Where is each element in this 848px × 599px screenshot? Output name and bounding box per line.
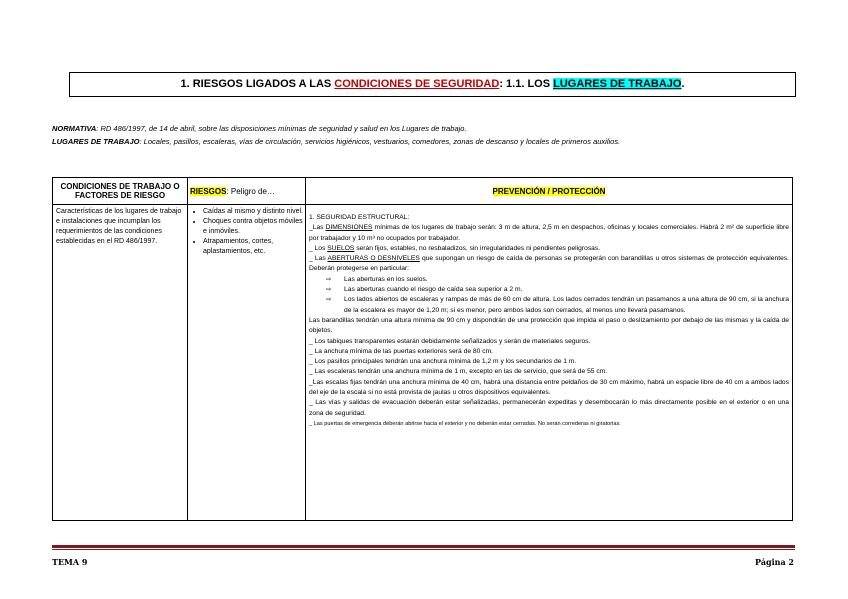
title-highlight-condiciones: CONDICIONES DE SEGURIDAD (334, 78, 500, 90)
sub-item-text: Las aberturas en los suelos. (344, 275, 428, 283)
suelos-keyword: SUELOS (327, 244, 355, 252)
table-header-row (53, 178, 793, 205)
riesgos-list (189, 207, 304, 257)
condiciones-cell: Características de los lugares de trabajo e instalaciones que incumplan los requerimientos de las condiciones establecidas en el RD 486/1997. (53, 205, 188, 521)
barandillas-paragraph: Las barandillas tendrán una altura mínima de 90 cm y dispondrán de una protección que impida el paso o deslizamiento por debajo de las mismas y la caída de objetos. (309, 316, 789, 335)
header-riesgos-rest: : Peligro de… (226, 186, 275, 196)
riesgo-item: • Choques contra objetos móviles e inmóviles. (203, 217, 304, 237)
header-prevencion-label: PREVENCIÓN / PROTECCIÓN (492, 186, 606, 196)
page-title (69, 72, 796, 97)
risk-table (52, 177, 793, 521)
suelos-post: serán fijos, estables, no resbaladizos, sin irregularidades ni pendientes peligrosas. (354, 244, 601, 252)
header-riesgos-label: RIESGOS (190, 186, 227, 196)
aber-pre: _ Las (309, 255, 328, 263)
sub-item (309, 295, 789, 316)
suelos-pre: _ Los (309, 244, 328, 252)
sub-item (309, 275, 789, 285)
lugares-text: : Locales, pasillos, escaleras, vías de circulación, servicios higiénicos, vestuarios, comedores, zonas de descanso y locales de primeros auxilios. (139, 137, 621, 146)
arrow-right-icon: ⇨ (326, 296, 332, 304)
title-highlight-lugares: LUGARES DE TRABAJO (553, 78, 682, 90)
title-middle: : 1.1. LOS (499, 78, 554, 90)
escalas-fijas-paragraph: _Las escalas fijas tendrán una anchura mínima de 40 cm, habrá una distancia entre peldaños de 30 cm máximo, habrá un espacie libre de 40 cm a ambos lados del eje de la escala si no está provista de jaulas u otros dispositivos equivalentes. (309, 378, 789, 397)
normativa-line (52, 124, 467, 133)
section-title: 1. SEGURIDAD ESTRUCTURAL: (309, 214, 410, 221)
table-row (53, 205, 793, 521)
sub-item (309, 285, 789, 295)
footer-tema: TEMA 9 (52, 557, 88, 567)
sub-item-text: Las aberturas cuando el riesgo de caída sea superior a 2 m. (344, 286, 523, 294)
riesgos-cell (188, 205, 306, 521)
pasillos-paragraph: _ Los pasillos principales tendrán una anchura mínima de 1,2 m y los secundarios de 1 m. (309, 358, 577, 366)
lugares-line (52, 137, 620, 146)
puertas-paragraph: _ La anchura mínima de las puertas exteriores será de 80 cm. (309, 347, 494, 355)
footer-line-thick (52, 545, 795, 548)
aber-post: que supongan un riesgo de caída de personas se protegerán con barandillas u otros sistemas de protección equivalentes. Deberán protegerse en particular: (309, 255, 789, 273)
tabiques-paragraph: _ Los tabiques transparentes estarán debidamente señalizados y serán de materiales seguros. (309, 337, 591, 345)
sub-item-text: Los lados abiertos de escaleras y rampas de más de 60 cm de altura. Los lados cerrados tendrán un pasamanos a una altura de 90 cm, si la anchura de la escalera es mayor de 1,20 m; si es menor, pero ambos lados son cerrados, al menos uno llevará pasamanos. (344, 296, 789, 314)
dimensiones-paragraph (309, 223, 789, 244)
suelos-paragraph (309, 244, 789, 254)
riesgo-item: • Caídas al mismo y distinto nivel. (203, 207, 304, 217)
normativa-text: : RD 486/1997, de 14 de abril, sobre las disposiciones mínimas de seguridad y salud en los Lugares de trabajo. (96, 124, 467, 133)
puertas-emergencia-paragraph: _ Las puertas de emergencia deberán abrirse hacia el exterior y no deberán estar cerradas. No serán correderas ni giratorias. (309, 420, 621, 427)
arrow-right-icon: ⇨ (326, 286, 332, 294)
aberturas-paragraph (309, 254, 789, 275)
dim-post: mínimas de los lugares de trabajo serán: 3 m de altura, 2,5 m en despachos, oficinas y locales comerciales. Habrá 2 m² de superficie libre por trabajador y 10 m³ no ocupados por trabajador. (309, 224, 789, 242)
header-prevencion (306, 178, 793, 205)
vias-evacuacion-paragraph: _ Las vías y salidas de evacuación deberán estar señalizadas, permanecerán expeditas y desembocarán lo más directamente posible en el exterior o en una zona de seguridad. (309, 399, 789, 417)
normativa-label: NORMATIVA (52, 124, 97, 133)
dim-pre: _Las (309, 224, 326, 232)
footer-divider (52, 545, 795, 550)
prevencion-cell (306, 205, 793, 521)
lugares-label: LUGARES DE TRABAJO (52, 137, 140, 146)
footer-page-number: Página 2 (755, 557, 794, 567)
dim-keyword: DIMENSIONES (325, 224, 373, 232)
header-condiciones: CONDICIONES DE TRABAJO O FACTORES DE RIESGO (53, 178, 188, 205)
escaleras-paragraph: _ Las escaleras tendrán una anchura mínima de 1 m, excepto en las de servicio, que será de 55 cm. (309, 368, 608, 376)
aber-keyword: ABERTURAS O DESNIVELES (327, 255, 420, 263)
arrow-right-icon: ⇨ (326, 275, 332, 283)
title-prefix: 1. RIESGOS LIGADOS A LAS (180, 78, 335, 90)
footer-line-thin (52, 549, 795, 550)
header-riesgos (188, 178, 306, 205)
riesgo-item: • Atrapamientos, cortes, aplastamientos, etc. (203, 237, 304, 257)
title-suffix: . (681, 78, 685, 90)
